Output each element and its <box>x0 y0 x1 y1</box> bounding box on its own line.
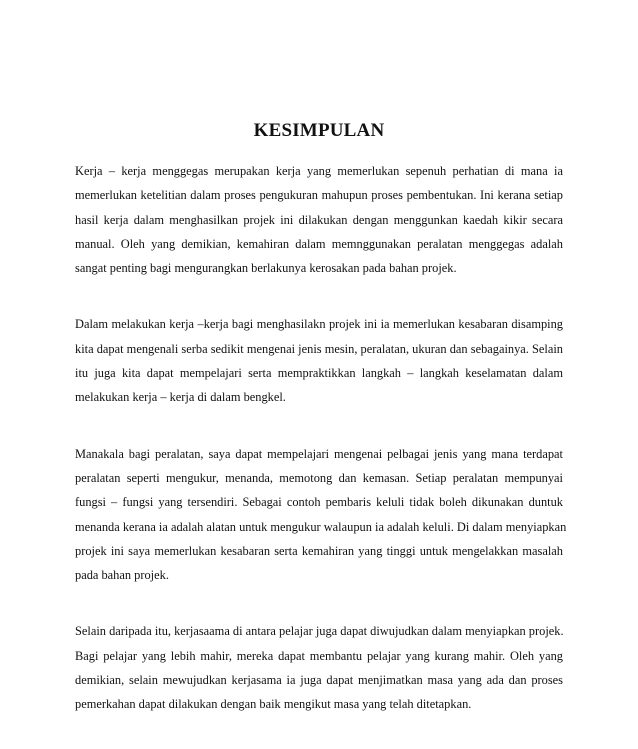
text-line: pada bahan projek. <box>75 568 169 583</box>
text-line: Selain daripada itu, kerjasaama di antara pelajar juga dapat diwujudkan dalam menyiapkan projek. <box>75 624 564 639</box>
text-line: Kerja – kerja menggegas merupakan kerja yang memerlukan sepenuh perhatian di mana ia <box>75 164 563 178</box>
text-line: memerlukan ketelitian dalam proses pengukuran mahupun proses pembentukan. Ini kerana setiap <box>75 188 563 203</box>
text-line: manual. Oleh yang demikian, kemahiran dalam memnggunakan peralatan menggegas adalah <box>75 236 563 251</box>
text-line: itu juga kita dapat mempelajari serta mempraktikkan langkah – langkah keselamatan dalam <box>75 366 563 381</box>
paragraph-3 <box>75 442 567 588</box>
text-line: melakukan kerja – kerja di dalam bengkel. <box>75 390 286 405</box>
text-line: Manakala bagi peralatan, saya dapat mempelajari mengenai pelbagai jenis yang mana terdapat <box>75 446 563 461</box>
page-title: KESIMPULAN <box>253 120 385 141</box>
paragraph-1 <box>75 159 563 280</box>
text-line: Bagi pelajar yang lebih mahir, mereka dapat membantu pelajar yang kurang mahir. Oleh yang <box>75 648 563 663</box>
document-body <box>75 159 567 749</box>
text-line: demikian, selain mewujudkan kerjasama ia juga dapat menjimatkan masa yang ada dan proses <box>75 673 563 688</box>
text-line: projek ini saya memerlukan kesabaran serta kemahiran yang tinggi untuk mengelakkan masalah <box>75 543 563 558</box>
text-line: fungsi – fungsi yang tersendiri. Sebagai contoh pembaris keluli tidak boleh dikunakan duntuk <box>75 495 563 510</box>
text-line: kita dapat mengenali serba sedikit mengenai jenis mesin, peralatan, ukuran dan sebagainya. Selain <box>75 341 563 356</box>
text-line: menanda kerana ia adalah alatan untuk mengukur walaupun ia adalah keluli. Di dalam menyiapkan <box>75 519 567 534</box>
paragraph-2 <box>75 312 563 409</box>
text-line: Dalam melakukan kerja –kerja bagi menghasilakn projek ini ia memerlukan kesabaran disamping <box>75 317 563 332</box>
text-line: hasil kerja dalam menghasilkan projek ini dilakukan dengan menggunkan kaedah kikir secara <box>75 212 563 227</box>
text-line: peralatan seperti mengukur, menanda, memotong dan kemasan. Setiap peralatan mempunyai <box>75 470 563 485</box>
paragraph-4 <box>75 619 563 716</box>
text-line: sangat penting bagi mengurangkan berlakunya kerosakan pada bahan projek. <box>75 261 457 276</box>
text-line: pemerkahan dapat dilakukan dengan baik mengikut masa yang telah ditetapkan. <box>75 697 472 712</box>
